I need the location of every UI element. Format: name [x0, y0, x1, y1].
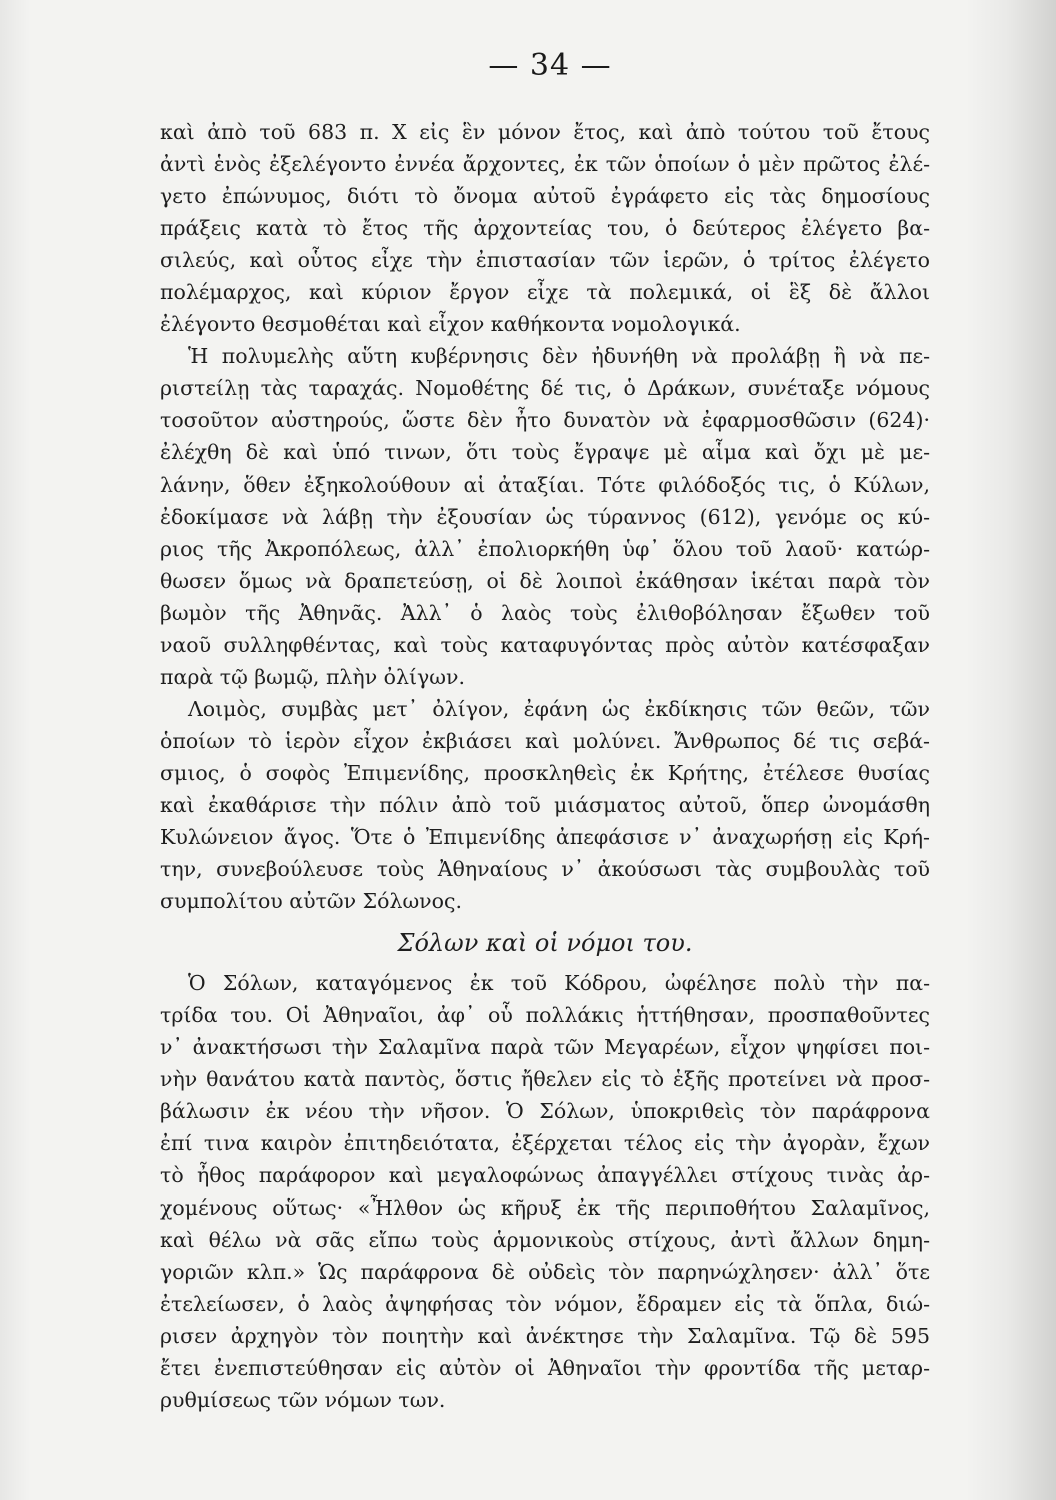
- text-line: σιλεύς, καὶ οὗτος εἶχε τὴν ἐπιστασίαν τῶν ἱερῶν, ὁ τρίτος ἐλέγετο: [160, 248, 930, 273]
- text-line: βωμὸν τῆς Ἀθηνᾶς. Ἀλλ᾽ ὁ λαὸς τοὺς ἐλιθοβόλησαν ἔξωθεν τοῦ: [160, 600, 930, 625]
- text-line: ἐτελείωσεν, ὁ λαὸς ἀψηφήσας τὸν νόμον, ἔδραμεν εἰς τὰ ὅπλα, διώ-: [160, 1291, 930, 1316]
- text-line: καὶ ἀπὸ τοῦ 683 π. Χ εἰς ἓν μόνον ἔτος, καὶ ἀπὸ τούτου τοῦ ἔτους: [160, 120, 930, 144]
- page-edge-shadow: [0, 0, 30, 1500]
- text-line: ἀντὶ ἑνὸς ἐξελέγοντο ἐννέα ἄρχοντες, ἐκ τῶν ὁποίων ὁ μὲν πρῶτος ἐλέ-: [160, 152, 930, 177]
- binding-shadow: [966, 0, 1056, 1500]
- text-line: πολέμαρχος, καὶ κύριον ἔργον εἶχε τὰ πολεμικά, οἱ ἓξ δὲ ἄλλοι: [160, 280, 930, 305]
- text-line: Λοιμὸς, συμβὰς μετ᾽ ὀλίγον, ἐφάνη ὡς ἐκδίκησις τῶν θεῶν, τῶν: [188, 696, 930, 721]
- paragraph: [160, 693, 930, 917]
- text-line: παρὰ τῷ βωμῷ, πλὴν ὀλίγων.: [160, 664, 465, 689]
- paragraph: [160, 340, 930, 693]
- text-line: καὶ θέλω νὰ σᾶς εἴπω τοὺς ἁρμονικοὺς στίχους, ἀντὶ ἄλλων δημη-: [160, 1227, 930, 1252]
- text-line: ν᾽ ἀνακτήσωσι τὴν Σαλαμῖνα παρὰ τῶν Μεγαρέων, εἶχον ψηφίσει ποι-: [160, 1035, 930, 1060]
- section-heading: Σόλων καὶ οἱ νόμοι του.: [397, 929, 693, 958]
- text-line: γοριῶν κλπ.» Ὡς παράφρονα δὲ οὐδεὶς τὸν παρηνώχλησεν· ἀλλ᾽ ὅτε: [160, 1259, 930, 1284]
- text-line: βάλωσιν ἐκ νέου τὴν νῆσον. Ὁ Σόλων, ὑποκριθεὶς τὸν παράφρονα: [160, 1099, 930, 1124]
- text-line: καὶ ἐκαθάρισε τὴν πόλιν ἀπὸ τοῦ μιάσματος αὐτοῦ, ὅπερ ὠνομάσθη: [160, 792, 930, 817]
- page-body: [160, 116, 930, 1416]
- text-line: τὸ ἦθος παράφορον καὶ μεγαλοφώνως ἀπαγγέλλει στίχους τινὰς ἀρ-: [160, 1163, 930, 1188]
- text-line: Κυλώνειον ἄγος. Ὅτε ὁ Ἐπιμενίδης ἀπεφάσισε ν᾽ ἀναχωρήσῃ εἰς Κρή-: [160, 825, 930, 850]
- text-line: ἐδοκίμασε νὰ λάβῃ τὴν ἐξουσίαν ὡς τύραννος (612), γενόμε ος κύ-: [160, 504, 930, 529]
- text-line: τοσοῦτον αὐστηρούς, ὥστε δὲν ἦτο δυνατὸν νὰ ἐφαρμοσθῶσιν (624)·: [160, 408, 930, 433]
- paragraph: [160, 116, 930, 340]
- paragraph: [160, 967, 930, 1416]
- text-line: τρίδα του. Οἱ Ἀθηναῖοι, ἀφ᾽ οὗ πολλάκις ἡττήθησαν, προσπαθοῦντες: [160, 1003, 930, 1028]
- text-line: ὁποίων τὸ ἱερὸν εἶχον ἐκβιάσει καὶ μολύνει. Ἄνθρωπος δέ τις σεβά-: [160, 728, 930, 753]
- text-line: λάνην, ὅθεν ἐξηκολούθουν αἱ ἀταξίαι. Τότε φιλόδοξός τις, ὁ Κύλων,: [160, 472, 930, 497]
- text-line: Ὁ Σόλων, καταγόμενος ἐκ τοῦ Κόδρου, ὠφέλησε πολὺ τὴν πα-: [188, 971, 930, 996]
- text-line: σμιος, ὁ σοφὸς Ἐπιμενίδης, προσκληθεὶς ἐκ Κρήτης, ἐτέλεσε θυσίας: [160, 760, 930, 785]
- text-line: χομένους οὕτως· «Ἦλθον ὡς κῆρυξ ἐκ τῆς περιποθήτου Σαλαμῖνος,: [160, 1195, 930, 1220]
- text-line: Ἡ πολυμελὴς αὕτη κυβέρνησις δὲν ἠδυνήθη νὰ προλάβῃ ἢ νὰ πε-: [188, 344, 930, 369]
- text-line: ἐλέχθη δὲ καὶ ὑπό τινων, ὅτι τοὺς ἔγραψε μὲ αἷμα καὶ ὄχι μὲ με-: [160, 440, 930, 465]
- text-line: πράξεις κατὰ τὸ ἔτος τῆς ἀρχοντείας του, ὁ δεύτερος ἐλέγετο βα-: [160, 216, 930, 241]
- text-line: ἐλέγοντο θεσμοθέται καὶ εἶχον καθήκοντα νομολογικά.: [160, 312, 741, 337]
- text-line: γετο ἐπώνυμος, διότι τὸ ὄνομα αὐτοῦ ἐγράφετο εἰς τὰς δημοσίους: [160, 184, 930, 209]
- text-line: θωσεν ὅμως νὰ δραπετεύσῃ, οἱ δὲ λοιποὶ ἐκάθησαν ἱκέται παρὰ τὸν: [160, 568, 930, 593]
- text-line: συμπολίτου αὐτῶν Σόλωνος.: [160, 889, 462, 914]
- text-line: ριστείλῃ τὰς ταραχάς. Νομοθέτης δέ τις, ὁ Δράκων, συνέταξε νόμους: [160, 376, 930, 401]
- text-line: ρυθμίσεως τῶν νόμων των.: [160, 1387, 446, 1412]
- page-number: — 34 —: [488, 48, 612, 83]
- text-line: ἐπί τινα καιρὸν ἐπιτηδειότατα, ἐξέρχεται τέλος εἰς τὴν ἀγορὰν, ἔχων: [160, 1131, 930, 1156]
- text-line: ναοῦ συλληφθέντας, καὶ τοὺς καταφυγόντας πρὸς αὐτὸν κατέσφαξαν: [160, 632, 930, 657]
- text-line: νὴν θανάτου κατὰ παντὸς, ὅστις ἤθελεν εἰς τὸ ἑξῆς προτείνει νὰ προσ-: [160, 1067, 930, 1092]
- text-line: ριος τῆς Ἀκροπόλεως, ἀλλ᾽ ἐπολιορκήθη ὑφ᾽ ὅλου τοῦ λαοῦ· κατώρ-: [160, 536, 930, 561]
- text-line: ἔτει ἐνεπιστεύθησαν εἰς αὐτὸν οἱ Ἀθηναῖοι τὴν φροντίδα τῆς μεταρ-: [160, 1355, 930, 1380]
- text-line: την, συνεβούλευσε τοὺς Ἀθηναίους ν᾽ ἀκούσωσι τὰς συμβουλὰς τοῦ: [160, 857, 930, 882]
- text-line: ρισεν ἀρχηγὸν τὸν ποιητὴν καὶ ἀνέκτησε τὴν Σαλαμῖνα. Τῷ δὲ 595: [160, 1323, 930, 1348]
